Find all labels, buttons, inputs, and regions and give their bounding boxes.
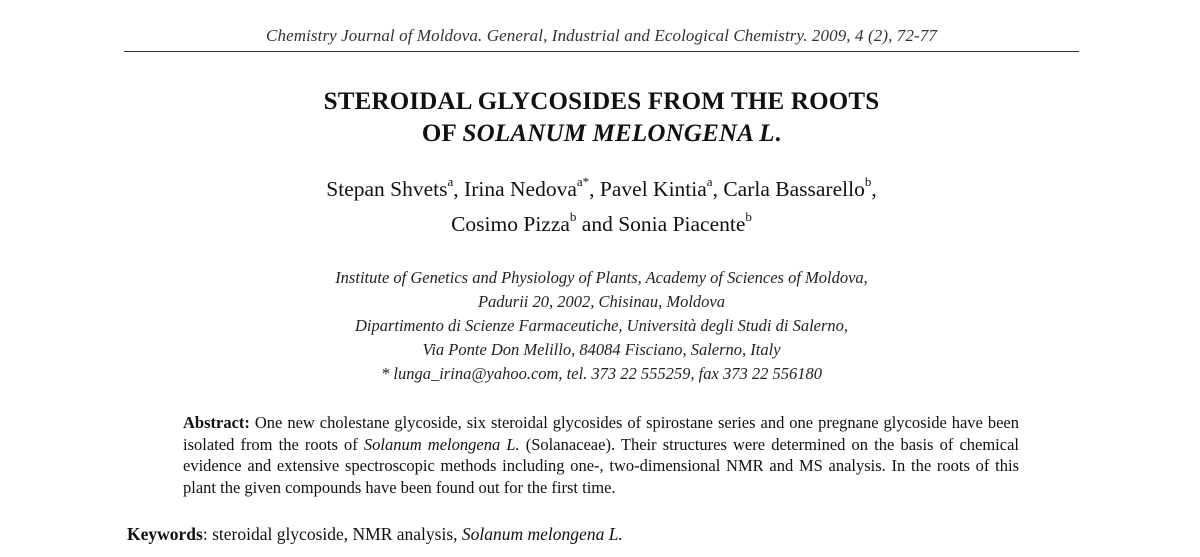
- author-affil-mark: b: [864, 173, 872, 189]
- keywords: [127, 523, 1077, 545]
- abstract-text: One new cholestane glycoside, six steroidal glycosides of spirostane series and one pregnane glycoside have been isolated from the roots of: [183, 413, 1019, 454]
- header-rule: [124, 51, 1079, 52]
- paper-title: [124, 86, 1079, 150]
- keywords-species: Solanum melongena L.: [461, 524, 623, 544]
- title-line-2-suffix: .: [774, 120, 782, 147]
- keywords-text: : steroidal glycoside, NMR analysis,: [202, 524, 462, 544]
- author-separator: ,: [453, 177, 465, 201]
- affiliation-line: Padurii 20, 2002, Chisinau, Moldova: [477, 292, 726, 311]
- author-affil-mark: a: [706, 173, 713, 189]
- author-affil-mark: b: [569, 208, 577, 224]
- author-separator: ,: [589, 177, 600, 201]
- author-separator: ,: [871, 177, 877, 201]
- contact-line: * lunga_irina@yahoo.com, tel. 373 22 555259, fax 373 22 556180: [381, 364, 822, 383]
- author-line-1: [124, 172, 1079, 207]
- author-name: Carla Bassarello: [723, 177, 865, 201]
- abstract-label: Abstract:: [183, 413, 250, 432]
- author-affil-mark: a*: [576, 173, 590, 189]
- author-name: Sonia Piacente: [618, 212, 746, 236]
- affiliation-line: Via Ponte Don Melillo, 84084 Fisciano, Salerno, Italy: [422, 340, 781, 359]
- title-line-2: [124, 118, 1079, 150]
- affiliations: [124, 266, 1079, 386]
- author-name: Stepan Shvets: [326, 177, 448, 201]
- title-line-2-prefix: OF: [421, 120, 463, 147]
- author-separator: and: [576, 212, 619, 236]
- affiliation-line: Dipartimento di Scienze Farmaceutiche, Università degli Studi di Salerno,: [354, 316, 849, 335]
- author-name: Cosimo Pizza: [451, 212, 570, 236]
- journal-header: Chemistry Journal of Moldova. General, Industrial and Ecological Chemistry. 2009, 4 (2), 72-77: [266, 26, 937, 45]
- title-species: SOLANUM MELONGENA L: [462, 120, 775, 147]
- author-affil-mark: b: [745, 208, 752, 224]
- keywords-label: Keywords: [127, 524, 203, 544]
- abstract-species: Solanum melongena L.: [363, 434, 520, 454]
- author-name: Irina Nedova: [464, 177, 577, 201]
- author-list: [124, 172, 1079, 242]
- author-name: Pavel Kintia: [599, 177, 707, 201]
- author-line-2: [124, 207, 1079, 242]
- affiliation-line: Institute of Genetics and Physiology of Plants, Academy of Sciences of Moldova,: [335, 268, 868, 287]
- abstract-text: (Solanaceae). Their structures were determined on the basis of chemical evidence and extensive spectroscopic methods including one-, two-dimensional NMR and MS analysis. In the roots of this plant the given compounds have been found out for the first time.: [183, 434, 1019, 497]
- author-affil-mark: a: [447, 173, 454, 189]
- author-separator: ,: [712, 177, 724, 201]
- title-line-1: STEROIDAL GLYCOSIDES FROM THE ROOTS: [323, 88, 880, 115]
- abstract: [183, 412, 1019, 498]
